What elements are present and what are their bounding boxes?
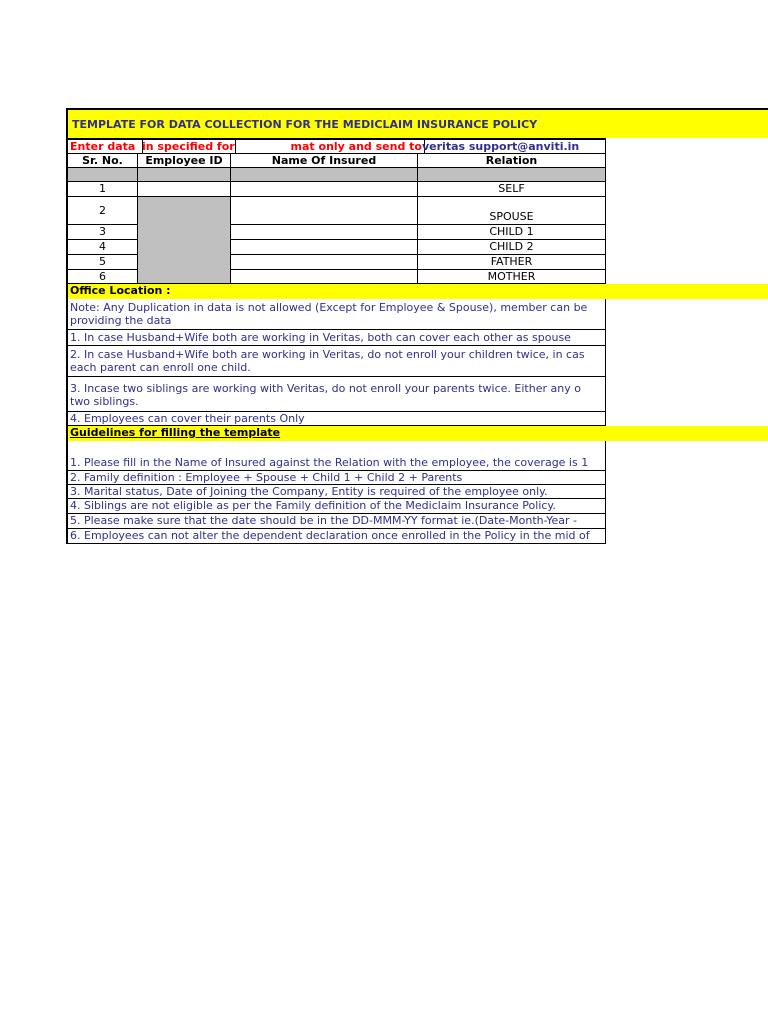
relation-cell: SPOUSE — [418, 197, 606, 225]
guidelines-title: Guidelines for filling the template — [70, 426, 281, 439]
blank-cell[interactable] — [138, 168, 231, 182]
spreadsheet — [66, 108, 768, 550]
note-line: each parent can enroll one child. — [70, 361, 251, 374]
name-of-insured-cell[interactable] — [231, 240, 418, 255]
note-line: 3. Incase two siblings are working with Veritas, do not enroll your parents twice. Either any o — [70, 382, 581, 395]
name-of-insured-cell[interactable] — [231, 270, 418, 284]
office-location-row[interactable] — [66, 284, 768, 299]
instruction-cell-2[interactable]: in specified for — [142, 140, 235, 153]
guideline-item: 5. Please make sure that the date should be in the DD-MMM-YY format ie.(Date-Month-Year - — [66, 514, 606, 529]
note-line: providing the data — [70, 314, 172, 327]
note-line: 1. In case Husband+Wife both are working in Veritas, both can cover each other as spouse — [66, 330, 606, 346]
email-cell[interactable]: veritas support@anviti.in — [422, 140, 580, 153]
employee-id-cell[interactable] — [138, 182, 231, 197]
name-of-insured-cell[interactable] — [231, 255, 418, 270]
instruction-cell-3[interactable]: mat only and send to — [233, 140, 425, 154]
note-line: two siblings. — [70, 395, 139, 408]
guideline-item: 2. Family definition : Employee + Spouse + Child 1 + Child 2 + Parents — [66, 471, 606, 485]
title-bar — [66, 108, 768, 138]
guidelines-title-row — [66, 426, 768, 441]
sr-no-cell: 2 — [68, 197, 138, 225]
instruction-cell-1[interactable]: Enter data — [68, 140, 143, 154]
blank-cell[interactable] — [418, 168, 606, 182]
sr-no-cell: 3 — [68, 225, 138, 240]
sr-no-cell: 5 — [68, 255, 138, 270]
header-relation: Relation — [418, 154, 606, 168]
note-line: Note: Any Duplication in data is not allowed (Except for Employee & Spouse), member can be — [70, 301, 588, 314]
relation-cell: FATHER — [418, 255, 606, 270]
name-of-insured-cell[interactable] — [231, 225, 418, 240]
guideline-item: 1. Please fill in the Name of Insured against the Relation with the employee, the coverage is 1 — [66, 456, 606, 471]
relation-cell: CHILD 2 — [418, 240, 606, 255]
office-location-label: Office Location : — [70, 284, 171, 297]
note-line: 2. In case Husband+Wife both are working in Veritas, do not enroll your children twice, in cas — [70, 348, 585, 361]
blank-cell[interactable] — [68, 168, 138, 182]
page-title: TEMPLATE FOR DATA COLLECTION FOR THE MEDICLAIM INSURANCE POLICY — [72, 118, 538, 131]
relation-cell: CHILD 1 — [418, 225, 606, 240]
name-of-insured-cell[interactable] — [231, 197, 418, 225]
note-line: 4. Employees can cover their parents Only — [66, 412, 606, 426]
guideline-item: 4. Siblings are not eligible as per the Family definition of the Mediclaim Insurance Policy. — [66, 499, 606, 514]
header-employee-id: Employee ID — [138, 154, 231, 168]
instruction-row — [66, 138, 606, 154]
blank-cell[interactable] — [231, 168, 418, 182]
header-name-of-insured: Name Of Insured — [231, 154, 418, 168]
guideline-item: 3. Marital status, Date of Joining the Company, Entity is required of the employee only. — [66, 485, 606, 499]
note-block — [66, 299, 606, 330]
insured-table — [66, 154, 606, 284]
blank-row — [66, 441, 606, 456]
relation-cell: SELF — [418, 182, 606, 197]
sr-no-cell: 4 — [68, 240, 138, 255]
guideline-item: 6. Employees can not alter the dependent declaration once enrolled in the Policy in the mid of — [66, 529, 606, 544]
note-block — [66, 377, 606, 412]
employee-id-merged-cell[interactable] — [138, 197, 231, 284]
sr-no-cell: 1 — [68, 182, 138, 197]
relation-cell: MOTHER — [418, 270, 606, 284]
name-of-insured-cell[interactable] — [231, 182, 418, 197]
sr-no-cell: 6 — [68, 270, 138, 284]
header-sr-no: Sr. No. — [68, 154, 138, 168]
note-block — [66, 346, 606, 377]
